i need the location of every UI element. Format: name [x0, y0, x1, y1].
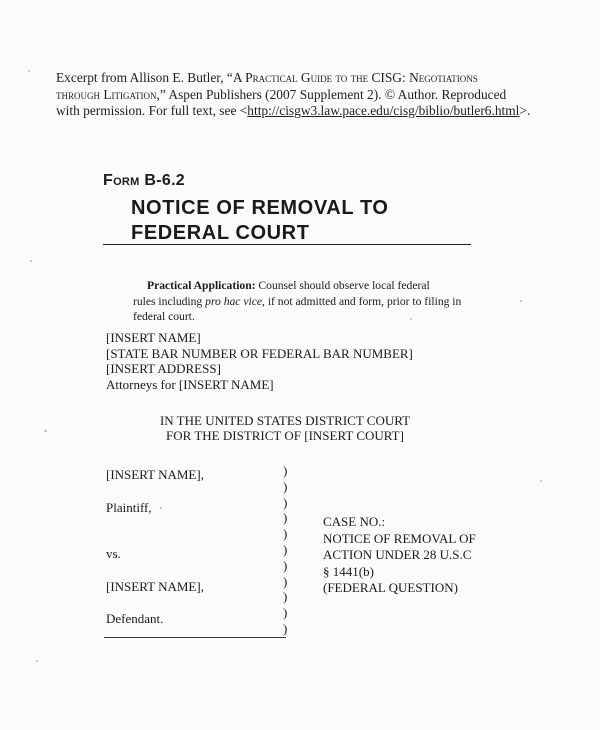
plaintiff-name: [INSERT NAME],: [106, 467, 204, 482]
practical-heading: Practical Application:: [147, 279, 256, 292]
scan-speck: [410, 318, 412, 320]
caption-paren: ): [283, 605, 288, 621]
page-title: [131, 196, 461, 246]
caption-paren: ): [283, 526, 288, 542]
scan-speck: [520, 300, 522, 302]
plaintiff-label: Plaintiff,: [106, 500, 152, 515]
case-title-line-3: § 1441(b): [323, 563, 374, 579]
attorneys-for: Attorneys for [INSERT NAME]: [106, 376, 274, 392]
caption-paren: ): [283, 541, 288, 557]
versus: vs.: [106, 546, 121, 561]
scan-speck: [30, 260, 32, 262]
attorney-block: [106, 330, 413, 392]
court-line-2: FOR THE DISTRICT OF [INSERT COURT]: [166, 428, 404, 443]
caption-parentheses: [283, 463, 287, 637]
practical-italic-term: pro hac vice: [205, 294, 263, 308]
title-divider: [103, 244, 471, 245]
caption-bottom-rule: [104, 637, 286, 638]
caption-paren: ): [283, 620, 288, 636]
caption-paren: ): [283, 463, 288, 478]
case-title-line-4: (FEDERAL QUESTION): [323, 580, 458, 596]
excerpt-line-1: [56, 70, 556, 87]
case-title-line-2: ACTION UNDER 28 U.S.C: [323, 547, 472, 563]
practical-line-2: [133, 294, 463, 310]
excerpt-book-title: Practical Guide to the: [245, 70, 369, 85]
scan-speck: [28, 70, 30, 72]
excerpt-text: ,” Aspen Publishers (2007 Supplement 2). © Author. Reproduced: [156, 86, 507, 102]
court-heading: [150, 413, 420, 443]
case-title-line-1: NOTICE OF REMOVAL OF: [323, 530, 476, 546]
case-info-block: [323, 514, 523, 597]
scan-speck: [36, 660, 38, 662]
excerpt-citation: [56, 70, 556, 120]
caption-paren: ): [283, 573, 288, 589]
excerpt-line-2: [56, 87, 556, 104]
excerpt-book-title: through Litigation: [56, 86, 157, 102]
practical-text: , if not admitted and form, prior to filing in: [262, 294, 462, 308]
scan-speck: [540, 480, 542, 482]
excerpt-book-title: Negotiations: [409, 70, 478, 85]
excerpt-text: CISG:: [368, 70, 410, 85]
scan-speck: [160, 507, 162, 509]
practical-text: rules including: [133, 294, 206, 308]
defendant-label: Defendant.: [106, 611, 164, 626]
caption-paren: ): [283, 510, 288, 526]
case-number: CASE NO.:: [323, 514, 386, 529]
title-line-1: NOTICE OF REMOVAL TO: [131, 197, 389, 219]
excerpt-text: Excerpt from Allison E. Butler, “A: [56, 70, 246, 85]
attorney-address: [INSERT ADDRESS]: [106, 361, 221, 376]
attorney-bar-number: [STATE BAR NUMBER OR FEDERAL BAR NUMBER]: [106, 345, 413, 361]
excerpt-text: >.: [519, 103, 531, 118]
excerpt-line-3: [56, 103, 556, 120]
title-line-2: FEDERAL COURT: [131, 222, 310, 244]
form-number: Form B-6.2: [103, 172, 186, 189]
practical-application-note: [133, 278, 463, 325]
court-line-1: IN THE UNITED STATES DISTRICT COURT: [159, 413, 411, 428]
caption-paren: ): [283, 478, 288, 494]
attorney-name: [INSERT NAME]: [106, 330, 201, 345]
excerpt-text: with permission. For full text, see <: [56, 103, 248, 118]
practical-line-3: federal court.: [133, 310, 195, 323]
practical-text: Counsel should observe local federal: [255, 279, 430, 292]
scan-speck: [44, 430, 47, 432]
caption-paren: ): [283, 494, 288, 510]
practical-line-1: [133, 278, 463, 294]
defendant-name: [INSERT NAME],: [106, 579, 204, 594]
full-text-link[interactable]: http://cisgw3.law.pace.edu/cisg/biblio/butler6.html: [247, 103, 520, 118]
caption-paren: ): [283, 589, 288, 605]
caption-paren: ): [283, 557, 288, 573]
